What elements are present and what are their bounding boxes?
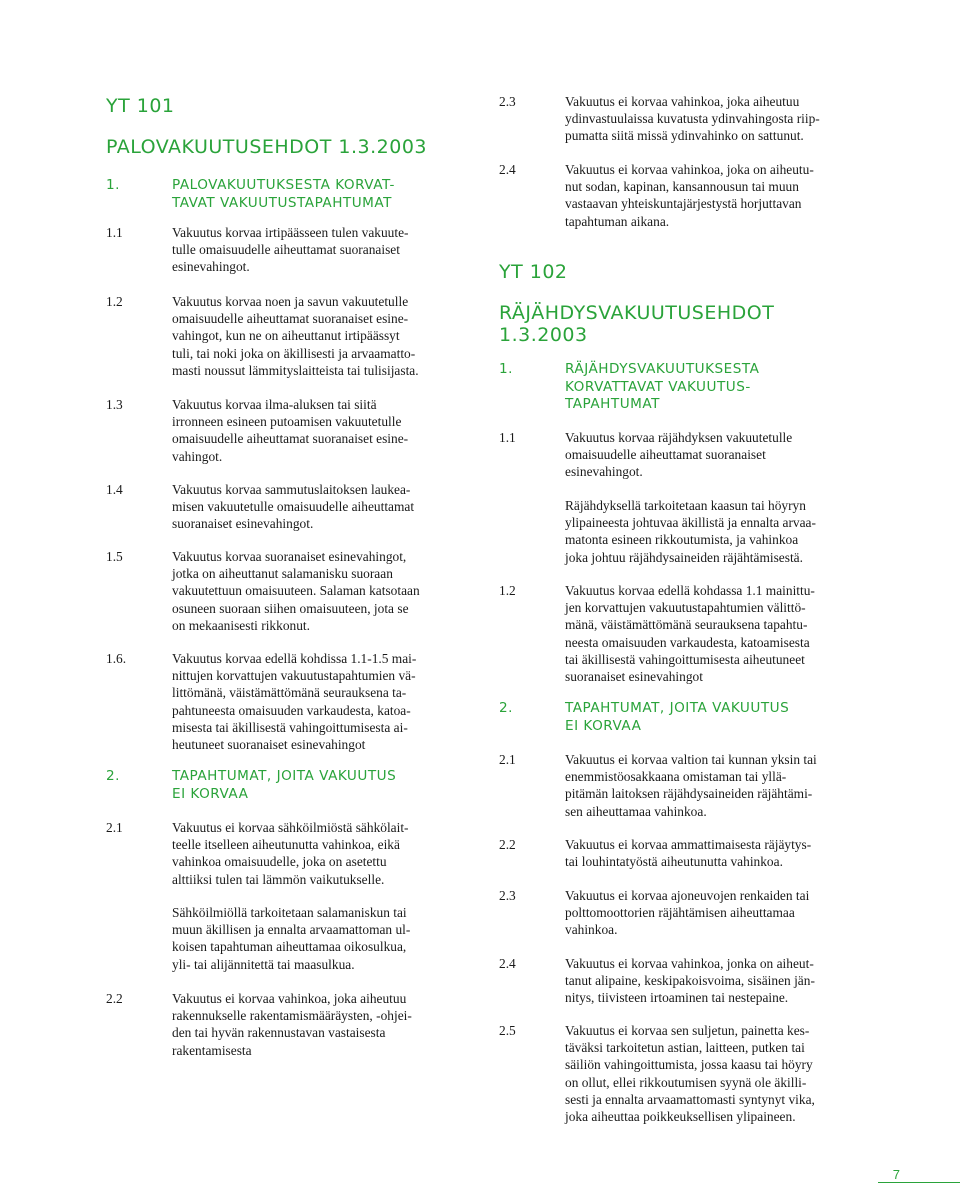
item-text: Vakuutus korvaa edellä kohdissa 1.1-1.5 mai- nittujen korvattujen vakuutustapahtumien vä- littömänä, väistämättömänä seurauksena ta- pahtuneesta omaisuuden varkaudesta, katoa- misesta tai äkillisestä vahingoittumisesta ai- heutuneet suoranaiset esinevahingot — [172, 651, 417, 753]
item-number: 2.1 — [106, 820, 123, 835]
yt101-heading: YT 101 — [106, 95, 175, 117]
item-text: Räjähdyksellä tarkoitetaan kaasun tai höyryn ylipaineesta johtuvaa äkillistä ja ennalta arvaa- matonta esineen rikkoutumista, ja vahinkoa joka johtuu räjähdysaineiden räjähtämisestä. — [565, 498, 816, 565]
item-text: Sähköilmiöllä tarkoitetaan salamaniskun tai muun äkillisen ja ennalta arvaamattoman ul- koisen tapahtuman aiheuttamaa oikosulkua, yli- tai alijännitettä tai maasulkua. — [172, 905, 411, 972]
item-text: Vakuutus ei korvaa vahinkoa, joka aiheutuu ydinvastuulaissa kuvatusta ydinvahingosta riip- pumatta siitä missä ydinvahinko on sattunut. — [565, 94, 820, 144]
item-number: 1.5 — [106, 549, 123, 564]
item-text: Vakuutus ei korvaa sähköilmiöstä sähkölait- teelle itselleen aiheutunutta vahinkoa, eikä vahinkoa omaisuudelle, joka on asetettu alttiiksi tulen tai lämmön vaikutukselle. — [172, 820, 409, 887]
page-number: 7 — [892, 1167, 900, 1182]
item-text: Vakuutus korvaa suoranaiset esinevahingot, jotka on aiheuttanut salamanisku suoraan vakuutettuun omaisuuteen. Salaman katsotaan osuneen suoraan siihen omaisuuteen, jota se on mekaanisesti rikkonut. — [172, 549, 420, 633]
item-number: 1.3 — [106, 397, 123, 412]
section-1-heading-right: RÄJÄHDYSVAKUUTUKSESTA KORVATTAVAT VAKUUTUS- TAPAHTUMAT — [565, 361, 760, 412]
item-text: Vakuutus ei korvaa ammattimaisesta räjäytys- tai louhintatyöstä aiheutunutta vahinkoa. — [565, 837, 812, 870]
item-text: Vakuutus ei korvaa valtion tai kunnan yksin tai enemmistöosakkaana omistaman tai yllä- pitämän laitoksen räjähdysaineiden räjähtämi- sen aiheuttamaa vahinkoa. — [565, 752, 817, 819]
item-text: Vakuutus korvaa sammutuslaitoksen laukea- misen vakuutetulle omaisuudelle aiheuttamat suoranaiset esinevahingot. — [172, 482, 415, 532]
item-number: 2.4 — [499, 956, 516, 971]
item-number: 1.4 — [106, 482, 123, 497]
doc-title-right: RÄJÄHDYSVAKUUTUSEHDOT 1.3.2003 — [499, 302, 775, 346]
section-1-heading: PALOVAKUUTUKSESTA KORVAT- TAVAT VAKUUTUSTAPAHTUMAT — [172, 177, 395, 211]
doc-title-left: PALOVAKUUTUSEHDOT 1.3.2003 — [106, 136, 428, 158]
footer-rule — [878, 1182, 960, 1183]
item-number: 2.2 — [499, 837, 516, 852]
section-2-number-left: 2. — [106, 768, 120, 784]
item-number: 1.1 — [499, 430, 516, 445]
item-number: 2.5 — [499, 1023, 516, 1038]
section-1-number: 1. — [106, 177, 120, 193]
item-number: 1.2 — [106, 294, 123, 309]
item-number: 1.6. — [106, 651, 127, 666]
item-text: Vakuutus korvaa ilma-aluksen tai siitä irronneen esineen putoamisen vakuutetulle omaisuudelle aiheuttamat suoranaiset esine- vahingot. — [172, 397, 409, 464]
item-number: 1.1 — [106, 225, 123, 240]
item-text: Vakuutus korvaa noen ja savun vakuutetulle omaisuudelle aiheuttamat suoranaiset esine- vahingot, kun ne on aiheuttanut irtipäässyt tuli, tai noki joka on äkillisesti ja arvaamatto- masti noussut lämmityslaitteista tai tulisijasta. — [172, 294, 419, 378]
item-text: Vakuutus ei korvaa vahinkoa, joka on aiheutu- nut sodan, kapinan, kansannousun tai muun vastaavan yhteiskuntajärjestystä horjuttavan tapahtuman aikana. — [565, 162, 814, 229]
item-text: Vakuutus korvaa edellä kohdassa 1.1 mainittu- jen korvattujen vakuutustapahtumien välittö- mänä, väistämättömänä seurauksena tapahtu- neesta omaisuuden varkaudesta, katoamisesta tai äkillisestä vahingoittumisesta aiheutuneet suoranaiset esinevahingot — [565, 583, 815, 685]
item-number: 2.4 — [499, 162, 516, 177]
section-1-number-right: 1. — [499, 361, 513, 377]
section-2-number-right: 2. — [499, 700, 513, 716]
item-text: Vakuutus ei korvaa ajoneuvojen renkaiden tai polttomoottorien räjähtämisen aiheuttamaa vahinkoa. — [565, 888, 810, 938]
item-number: 2.1 — [499, 752, 516, 767]
item-text: Vakuutus ei korvaa vahinkoa, jonka on aiheut- tanut alipaine, keskipakoisvoima, sisäinen jän- nitys, tiivisteen irtoaminen tai nestepaine. — [565, 956, 815, 1006]
item-number: 2.2 — [106, 991, 123, 1006]
item-number: 1.2 — [499, 583, 516, 598]
item-text: Vakuutus korvaa räjähdyksen vakuutetulle omaisuudelle aiheuttamat suoranaiset esinevahingot. — [565, 430, 793, 480]
item-text: Vakuutus ei korvaa vahinkoa, joka aiheutuu rakennukselle rakentamismääräysten, -ohjei- den tai hyvän rakennustavan vastaisesta rakentamisesta — [172, 991, 412, 1058]
item-text: Vakuutus ei korvaa sen suljetun, painetta kes- täväksi tarkoitetun astian, laitteen, putken tai säiliön vahingoittumista, jossa kaasu tai höyry on ollut, ellei rikkoutumisen syynä ole äkilli- sesti ja ennalta arvaamattomasti syntynyt vika, joka aiheuttaa poikkeuksellisen ylipaineen. — [565, 1023, 815, 1125]
yt102-heading: YT 102 — [499, 261, 568, 283]
section-2-heading-right: TAPAHTUMAT, JOITA VAKUUTUS EI KORVAA — [565, 700, 790, 734]
item-text: Vakuutus korvaa irtipäässeen tulen vakuute- tulle omaisuudelle aiheuttamat suoranaiset esinevahingot. — [172, 225, 409, 275]
item-number: 2.3 — [499, 888, 516, 903]
section-2-heading-left: TAPAHTUMAT, JOITA VAKUUTUS EI KORVAA — [172, 768, 397, 802]
item-number: 2.3 — [499, 94, 516, 109]
